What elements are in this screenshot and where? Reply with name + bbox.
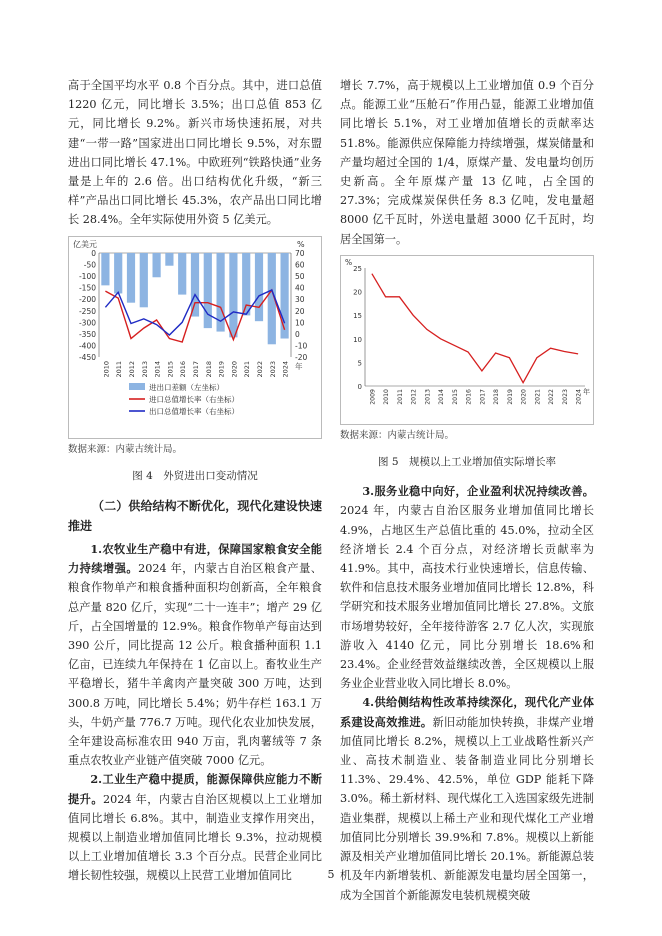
left-tick-label: -250 [78, 306, 96, 316]
bar-trade-balance [204, 253, 212, 328]
x-tick-label: 2016 [179, 360, 188, 378]
left-tick-label: -400 [78, 341, 96, 351]
paragraph-2-lead: 1.农牧业生产稳中有进，保障国家粮食安全能力持续增强。 [68, 542, 322, 576]
x-tick-label: 2010 [383, 388, 391, 405]
right-tick-label: 30 [295, 294, 305, 304]
line-industry-growth [372, 274, 578, 383]
left-axis-unit: 亿美元 [73, 239, 97, 249]
right-tick-label: -10 [295, 341, 308, 351]
x-tick-label: 2013 [140, 360, 149, 378]
right-tick-label: 50 [295, 271, 305, 281]
right-axis-unit: % [297, 239, 305, 249]
x-tick-label: 2014 [153, 360, 162, 378]
x-tick-label: 2013 [424, 388, 432, 405]
figure-5-svg [341, 256, 593, 418]
x-axis-unit: 年 [295, 361, 303, 371]
bar-trade-balance [165, 253, 173, 266]
figure-5-caption: 图 5 规模以上工业增加值实际增长率 [377, 456, 557, 469]
right-column [340, 76, 594, 905]
paragraph-3-lead: 2.工业生产稳中提质，能源保障供应能力不断提升。 [68, 772, 322, 806]
x-tick-label: 2023 [268, 360, 277, 378]
bar-trade-balance [281, 253, 289, 339]
x-axis-unit: 年 [583, 387, 590, 396]
left-tick-label: -100 [78, 271, 96, 281]
paragraph-2-body: 2024 年，内蒙古自治区粮食产量、粮食作物单产和粮食播种面积均创新高，全年粮食总产量 820 亿斤，实现“二十一连丰”；增产 29 亿斤，占全国增量的 12.9%。粮食作物单产每亩达到 390 公斤，同比提高 12 公斤。粮食播种面积 1.1 亿亩，已连续九年保持在 1 亿亩以上。畜牧业生产平稳增长，猪牛羊禽肉产量突破 300 万吨，达到 300.8 万吨，同比增长 5.4%；奶牛存栏 163.1 万头，牛奶产量 776.7 万吨。现代化农业加快发展，全年建设高标准农田 940 万亩，乳肉薯绒等 7 条重点农牧业产业链产值突破 7000 亿元。 [68, 562, 322, 768]
x-tick-label: 2022 [548, 388, 556, 405]
y-tick-label: 15 [353, 312, 362, 321]
y-tick-label: 20 [353, 288, 362, 297]
bar-trade-balance [229, 253, 237, 337]
figure-4-svg [69, 237, 321, 432]
left-paragraph-2 [68, 540, 322, 770]
legend-label: 出口总值增长率（右坐标） [149, 406, 239, 416]
legend-label: 进口总值增长率（右坐标） [149, 394, 239, 404]
x-tick-label: 2014 [438, 388, 446, 405]
x-tick-label: 2015 [166, 360, 175, 378]
left-tick-label: -350 [78, 329, 96, 339]
x-tick-label: 2010 [102, 360, 111, 378]
figure-4-caption: 图 4 外贸进出口变动情况 [132, 469, 258, 482]
paragraph-3-body: 2024 年，内蒙古自治区规模以上工业增加值同比增长 6.8%。其中，制造业支撑作用突出，规模以上制造业增加值同比增长 9.3%，拉动规模以上工业增加值增长 3.3 个百分点。民营企业同比增长韧性较强，规模以上民营工业增加值同比 [68, 792, 322, 883]
bar-trade-balance [255, 253, 263, 321]
x-tick-label: 2016 [465, 388, 473, 405]
right-paragraph-1: 增长 7.7%，高于规模以上工业增加值 0.9 个百分点。能源工业“压舱石”作用凸显，能源工业增加值同比增长 5.1%，对工业增加值增长的贡献率达 51.8%。能源供应保障能力持续增强，煤炭储量和产量均超过全国的 1/4，原煤产量、发电量均创历史新高。全年原煤产量 13 亿吨，占全国的 27.3%；完成煤炭保供任务 8.3 亿吨，发电量超 8000 亿千瓦时，外送电量超 3000 亿千瓦时，均居全国第一。 [340, 79, 594, 246]
figure-5-source: 数据来源：内蒙古统计局。 [340, 430, 455, 442]
x-tick-label: 2021 [243, 360, 252, 378]
right-tick-label: -20 [295, 352, 308, 362]
y-tick-label: 0 [357, 382, 362, 391]
right-paragraph-2 [340, 482, 594, 693]
figure-5-chart [340, 255, 594, 425]
x-tick-label: 2020 [230, 360, 239, 378]
x-tick-label: 2022 [256, 360, 264, 378]
x-tick-label: 2012 [128, 360, 136, 378]
x-tick-label: 2024 [281, 360, 290, 378]
right-tick-label: 10 [295, 317, 305, 327]
x-tick-label: 2009 [369, 388, 377, 405]
x-tick-label: 2015 [451, 388, 459, 405]
x-tick-label: 2012 [410, 388, 418, 405]
x-tick-label: 2017 [192, 360, 200, 378]
left-tick-label: -450 [78, 352, 96, 362]
bar-trade-balance [127, 253, 135, 303]
left-tick-label: -150 [78, 283, 96, 293]
x-tick-label: 2019 [506, 388, 514, 405]
x-tick-label: 2020 [520, 388, 528, 405]
x-tick-label: 2021 [534, 388, 542, 405]
x-tick-label: 2011 [115, 360, 124, 378]
y-tick-label: 25 [353, 264, 362, 273]
y-axis-unit: % [345, 257, 353, 267]
left-tick-label: -200 [78, 294, 96, 304]
left-tick-label: -50 [83, 260, 96, 270]
paragraph-r3-body: 新旧动能加快转换，非煤产业增加值同比增长 8.2%，规模以上工业战略性新兴产业、高技术制造业、装备制造业同比分别增长 11.3%、29.4%、42.5%，单位 GDP 能耗下降 3.0%。稀土新材料、现代煤化工入选国家级先进制造业集群，规模以上稀土产业和现代煤化工产业增加值同比分别增长 39.9%和 7.8%。规模以上新能源及相关产业增加值同比增长 20.1%。新能源总装机及年内新增装机、新能源发电量均居全国第一，成为全国首个新能源发电装机规模突破 [340, 715, 594, 902]
legend-swatch-bar [129, 383, 145, 390]
x-tick-label: 2024 [575, 388, 583, 405]
y-tick-label: 10 [353, 335, 362, 344]
figure-4-chart [68, 236, 322, 439]
bar-trade-balance [178, 253, 186, 295]
bar-trade-balance [101, 253, 109, 285]
right-tick-label: 70 [295, 248, 305, 258]
x-tick-label: 2017 [479, 388, 487, 405]
right-tick-label: 20 [295, 306, 305, 316]
bar-trade-balance [140, 253, 148, 307]
right-tick-label: 40 [295, 283, 305, 293]
x-tick-label: 2023 [561, 388, 569, 405]
figure-4-source: 数据来源：内蒙古统计局。 [68, 443, 183, 455]
x-tick-label: 2018 [493, 388, 501, 405]
right-tick-label: 0 [295, 329, 300, 339]
bar-trade-balance [191, 253, 199, 317]
legend-label: 进出口差额（左坐标） [149, 382, 224, 392]
left-column [68, 76, 322, 886]
y-tick-label: 5 [357, 359, 362, 368]
paragraph-r2-body: 2024 年，内蒙古自治区服务业增加值同比增长 4.9%，占地区生产总值比重的 45.0%，拉动全区经济增长 2.4 个百分点，对经济增长贡献率为 41.9%。其中，高技术行业快速增长，信息传输、软件和信息技术服务业增加值同比增长 12.8%，科学研究和技术服务业增加值同比增长 27.8%。文旅市场增势较好，全年接待游客 2.7 亿人次，实现旅游收入 4140 亿元，同比分别增长 18.6%和 23.4%。企业经营效益继续改善，全区规模以上服务业企业营业收入同比增长 8.0%。 [340, 504, 594, 691]
section-heading-2: （二）供给结构不断优化，现代化建设快速推进 [68, 499, 322, 534]
left-tick-label: -300 [78, 317, 96, 327]
bar-trade-balance [114, 253, 122, 293]
page-number: 5 [327, 868, 335, 881]
x-tick-label: 2011 [396, 388, 404, 405]
left-paragraph-1: 高于全国平均水平 0.8 个百分点。其中，进口总值 1220 亿元，同比增长 3.5%；出口总值 853 亿元，同比增长 9.2%。新兴市场快速拓展，对共建“一带一路”国家进出口同比增长 9.5%，对东盟进出口同比增长 47.1%。中欧班列“铁路快通”业务量是上年的 2.6 倍。出口结构优化升级，“新三样”产品出口同比增长 45.3%，农产品出口同比增长 28.4%。全年实际使用外资 5 亿美元。 [68, 79, 322, 227]
paragraph-r2-lead: 3.服务业稳中向好，企业盈利状况持续改善。 [362, 484, 594, 499]
bar-trade-balance [153, 253, 161, 277]
right-tick-label: 60 [295, 260, 305, 270]
left-tick-label: 0 [91, 248, 96, 258]
paragraph-r3-lead: 4.供给侧结构性改革持续深化，现代化产业体系建设高效推进。 [340, 695, 594, 729]
x-tick-label: 2019 [217, 360, 226, 378]
x-tick-label: 2018 [204, 360, 213, 378]
